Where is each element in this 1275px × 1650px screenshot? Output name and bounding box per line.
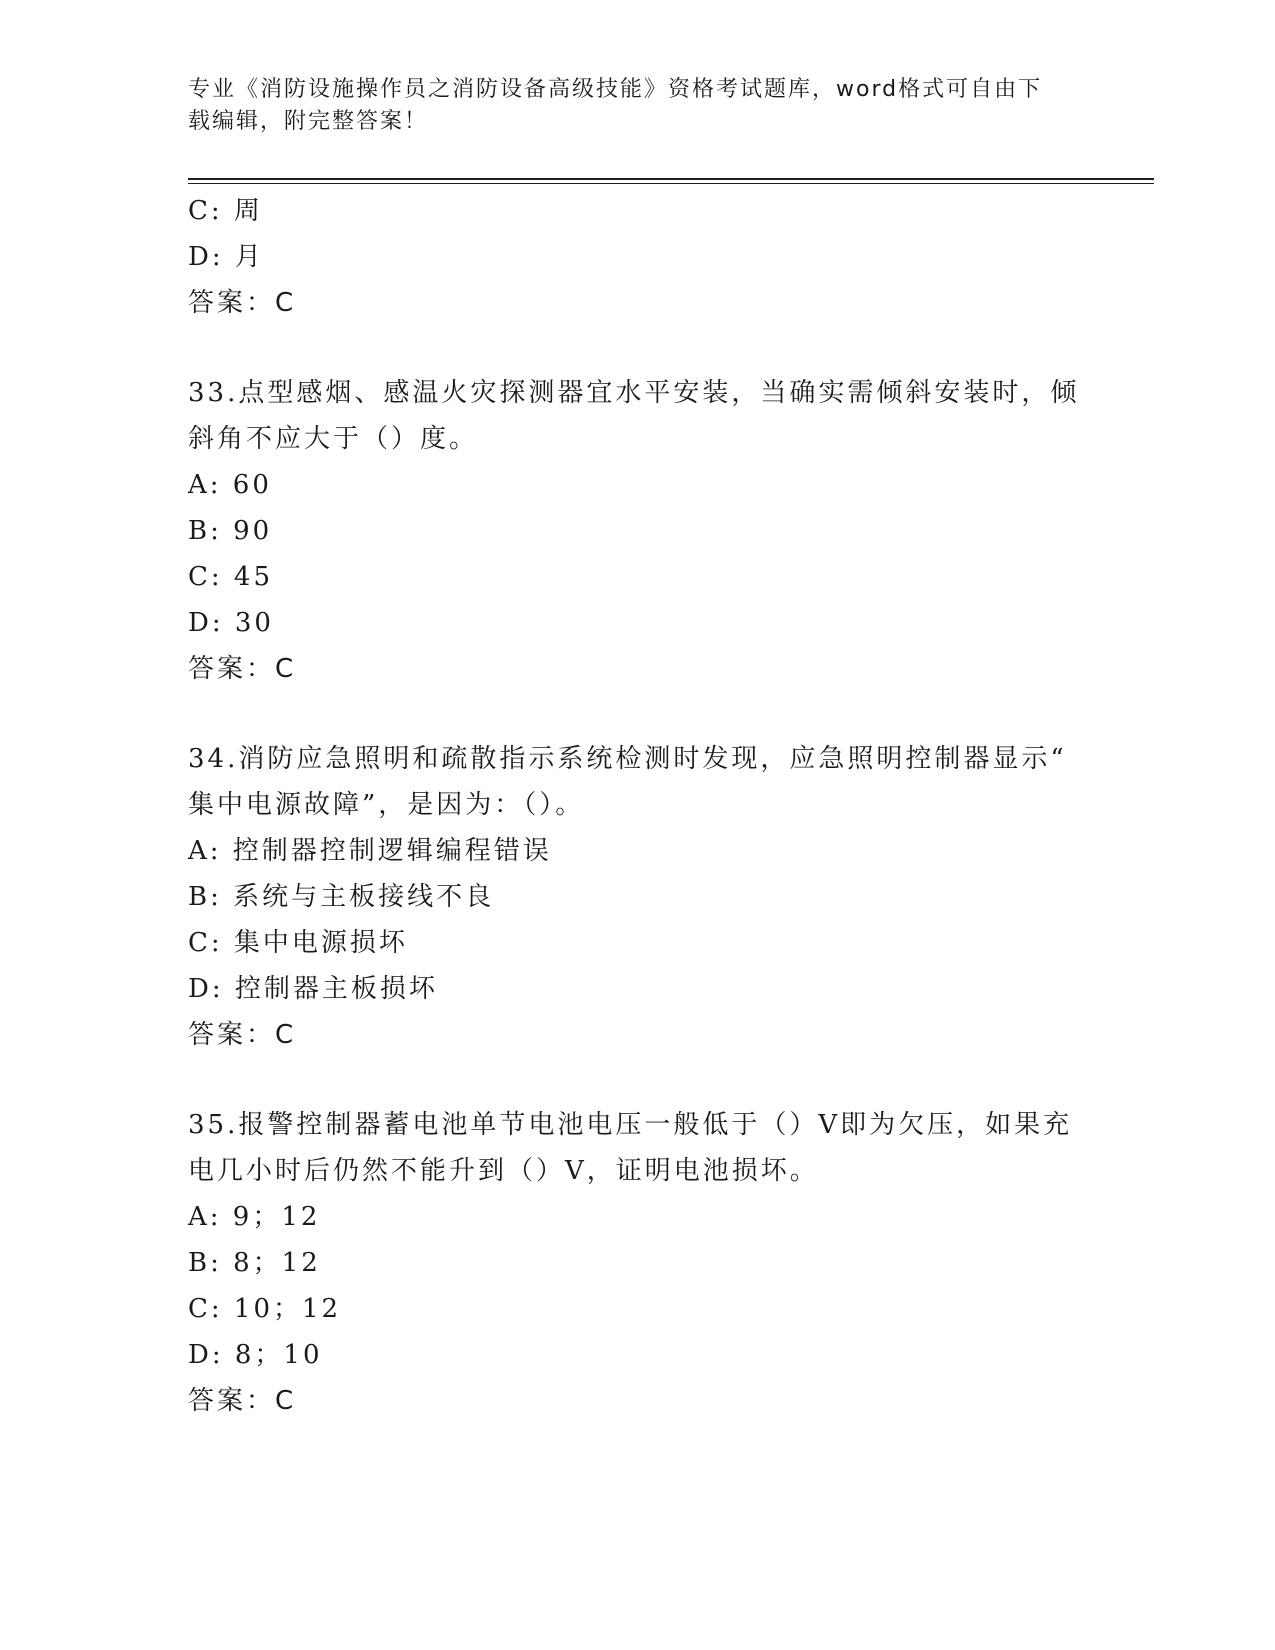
answer: 答案：C: [188, 288, 297, 318]
answer: 答案：C: [188, 1020, 297, 1050]
option-a: A: 9；12: [188, 1202, 321, 1232]
page-header: [188, 74, 1088, 138]
option-b: B: 90: [188, 516, 273, 546]
option-d: D: 月: [188, 242, 264, 272]
option-c: C: 周: [188, 196, 263, 226]
answer: 答案：C: [188, 1386, 297, 1416]
header-rule-top: [188, 178, 1154, 180]
option-d: D: 控制器主板损坏: [188, 974, 438, 1004]
option-c: C: 10；12: [188, 1294, 342, 1324]
answer: 答案：C: [188, 654, 297, 684]
option-a: A: 控制器控制逻辑编程错误: [188, 836, 552, 866]
option-c: C: 45: [188, 562, 274, 592]
question-text-line-1: 35.报警控制器蓄电池单节电池电压一般低于（）V即为欠压，如果充: [188, 1110, 1073, 1140]
continued-question: [188, 188, 1088, 326]
header-line-2: 载编辑，附完整答案！: [188, 109, 429, 134]
option-d: D: 30: [188, 608, 274, 638]
option-d: D: 8；10: [188, 1340, 323, 1370]
header-line-1: 专业《消防设施操作员之消防设备高级技能》资格考试题库，word格式可自由下: [188, 77, 1043, 102]
question-text-line-2: 电几小时后仍然不能升到（）V，证明电池损坏。: [188, 1156, 819, 1186]
question-content: [188, 188, 1088, 1424]
question-33: [188, 370, 1088, 692]
option-b: B: 8；12: [188, 1248, 321, 1278]
option-b: B: 系统与主板接线不良: [188, 882, 495, 912]
question-text-line-1: 34.消防应急照明和疏散指示系统检测时发现，应急照明控制器显示“: [188, 744, 1067, 774]
option-c: C: 集中电源损坏: [188, 928, 408, 958]
question-text-line-2: 斜角不应大于（）度。: [188, 424, 479, 454]
option-a: A: 60: [188, 470, 272, 500]
question-35: [188, 1102, 1088, 1424]
question-34: [188, 736, 1088, 1058]
question-text-line-1: 33.点型感烟、感温火灾探测器宜水平安装，当确实需倾斜安装时，倾: [188, 378, 1080, 408]
header-rule-bottom: [188, 183, 1154, 184]
question-text-line-2: 集中电源故障”，是因为：（）。: [188, 790, 585, 820]
